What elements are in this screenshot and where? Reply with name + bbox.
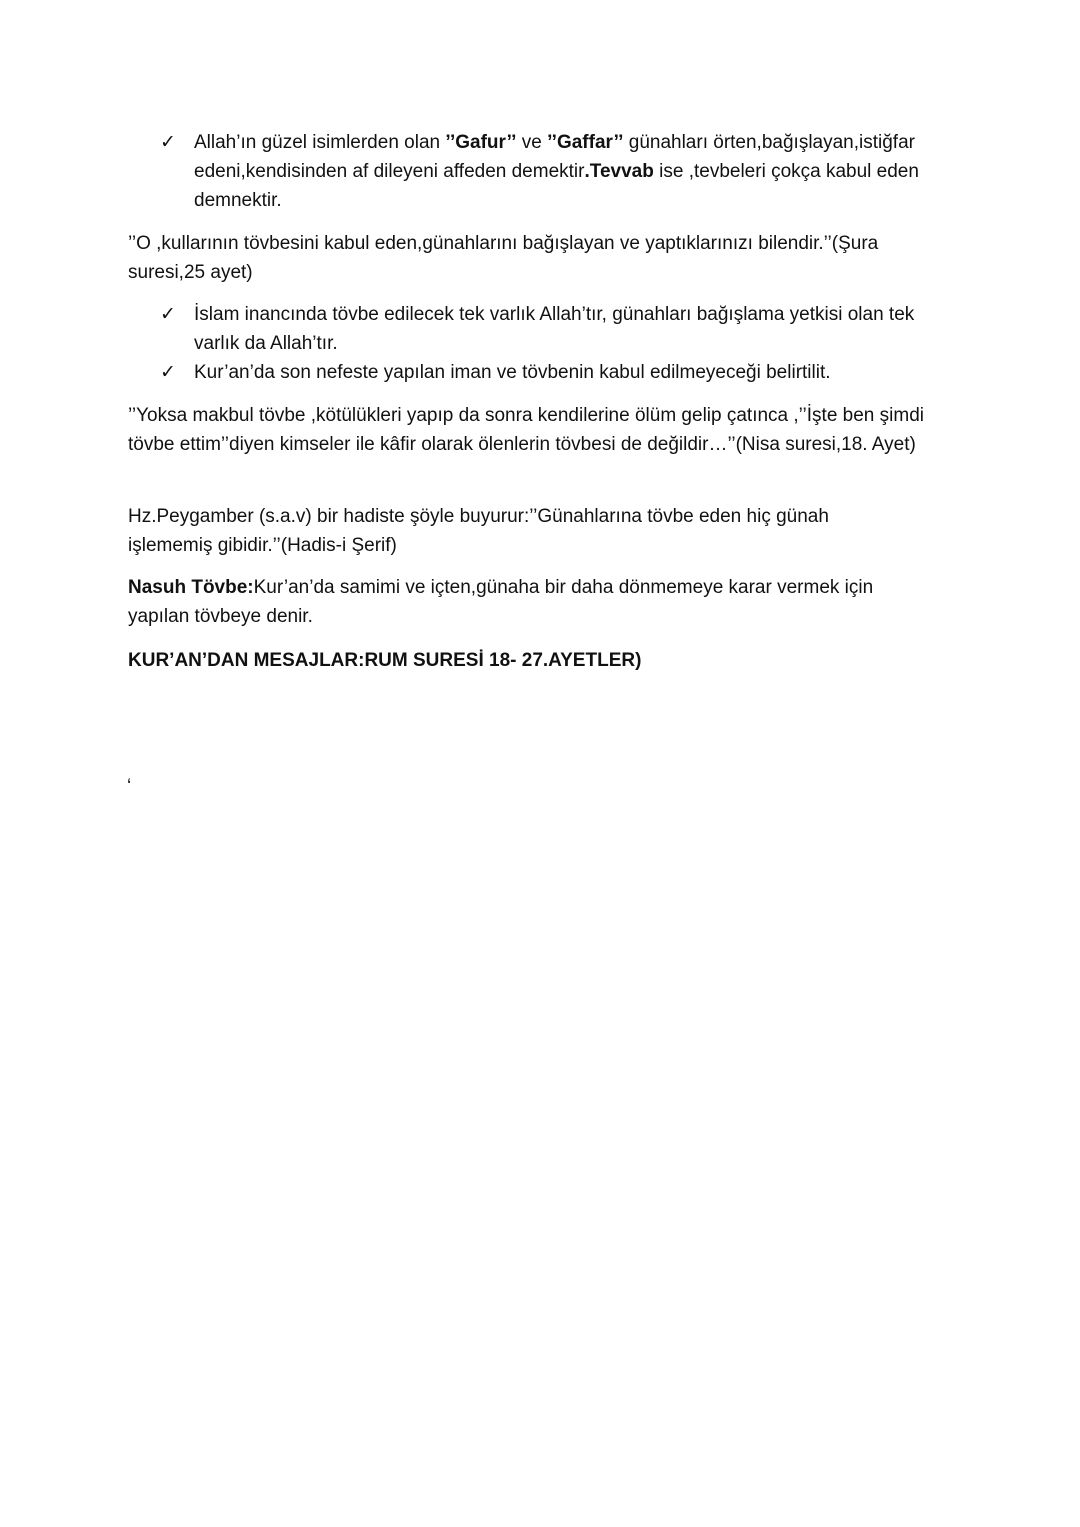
list-item	[160, 358, 960, 387]
term-gaffar: ’’Gaffar’’	[547, 132, 624, 153]
bullet-text-pre: Allah’ın güzel isimlerden olan	[194, 132, 446, 153]
bullet-text-mid2: günahları örten,bağışlayan,istiğfar edeni,kendisinden af dileyeni affeden demektir	[194, 132, 915, 182]
checkmark-icon: ✓	[160, 362, 176, 383]
bullet-text: İslam inancında tövbe edilecek tek varlık Allah’tır, günahları bağışlama yetkisi olan tek varlık da Allah’tır.	[194, 304, 915, 354]
nasuh-term: Nasuh Tövbe:	[128, 577, 254, 598]
bullet-text-mid: ve	[516, 132, 548, 153]
nasuh-paragraph	[128, 573, 928, 631]
hadith-paragraph: Hz.Peygamber (s.a.v) bir hadiste şöyle buyurur:’’Günahlarına tövbe eden hiç günah işlememiş gibidir.’’(Hadis-i Şerif)	[128, 506, 829, 556]
quote-sura: ’’O ,kullarının tövbesini kabul eden,günahlarını bağışlayan ve yaptıklarınızı bilendir.’’(Şura suresi,25 ayet)	[128, 233, 879, 283]
term-gafur: ’’Gafur’’	[445, 132, 517, 153]
list-item	[160, 300, 960, 358]
bullet-list-tovbe	[160, 300, 960, 387]
stray-mark: ‘	[127, 776, 132, 797]
term-tevvab: .Tevvab	[584, 161, 654, 182]
checkmark-icon: ✓	[160, 132, 176, 153]
bullet-text: Kur’an’da son nefeste yapılan iman ve tövbenin kabul edilmeyeceği belirtilit.	[194, 362, 831, 383]
bullet-list-names	[160, 128, 960, 215]
nasuh-definition: Kur’an’da samimi ve içten,günaha bir daha dönmemeye karar vermek için yapılan tövbeye denir.	[128, 577, 874, 627]
quote-nisa: ’’Yoksa makbul tövbe ,kötülükleri yapıp da sonra kendilerine ölüm gelip çatınca ,’’İşte ben şimdi tövbe ettim’’diyen kimseler ile kâfir olarak ölenlerin tövbesi de değildir…’’(Nisa suresi,18. Ayet)	[128, 405, 924, 455]
section-heading: KUR’AN’DAN MESAJLAR:RUM SURESİ 18- 27.AYETLER)	[128, 650, 642, 671]
checkmark-icon: ✓	[160, 304, 176, 325]
bullet-text-post: ise ,tevbeleri çokça kabul eden demnektir.	[194, 161, 919, 211]
list-item	[160, 128, 960, 215]
